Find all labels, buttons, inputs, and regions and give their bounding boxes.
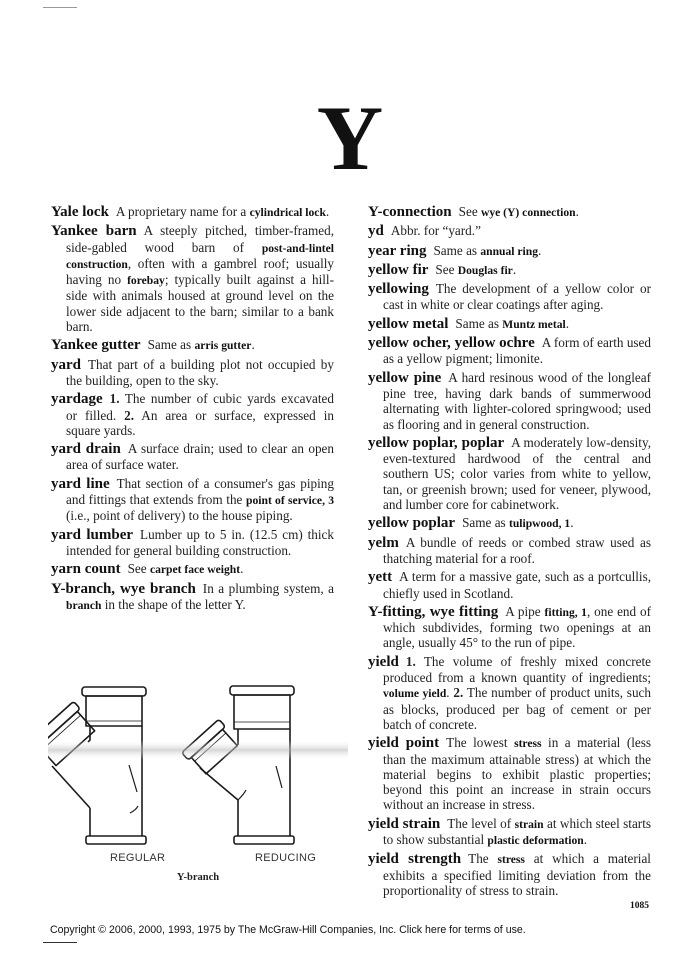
definition-text: . <box>538 242 542 258</box>
definition-text: A form of earth used as a yellow pigment; limonite. <box>383 335 651 367</box>
dictionary-entry <box>51 476 334 524</box>
headword: yield strain <box>368 815 441 832</box>
headword: yett <box>368 569 393 586</box>
definition-text: The level of <box>447 815 515 831</box>
definition-text: That section of a consumer's gas piping and fittings that extends from the <box>66 475 334 508</box>
definition-text: . <box>240 561 244 577</box>
dictionary-entry <box>51 527 334 559</box>
dictionary-entry <box>51 561 334 577</box>
headword: yellowing <box>368 281 429 298</box>
dictionary-entry <box>368 370 651 432</box>
cross-reference: stress <box>497 853 525 867</box>
definition-text: That part of a building plot not occupied by the building, open to the sky. <box>66 356 334 388</box>
cross-reference: volume yield <box>383 687 447 701</box>
headword: Yale lock <box>51 204 109 220</box>
definition-text: . <box>583 831 587 847</box>
dictionary-entry <box>368 262 651 278</box>
cross-reference: forebay <box>127 274 165 288</box>
definition-text: Same as <box>462 515 509 531</box>
definition-text: at which a material exhibits a specified limiting deviation from the proportionality of stress to strain. <box>383 851 651 898</box>
definition-text: A proprietary name for a <box>115 204 250 219</box>
sense-number: 1. <box>109 391 120 407</box>
dictionary-entry <box>368 243 651 259</box>
copyright-terms-link[interactable]: Copyright © 2006, 2000, 1993, 1975 by The McGraw-Hill Companies, Inc. Click here for terms of use. <box>50 924 526 936</box>
sense-number: 2. <box>124 407 135 423</box>
definition-text: See <box>435 261 458 277</box>
definition-text: An area or surface, expressed in square yards. <box>66 407 334 438</box>
headword: yardage <box>51 391 103 408</box>
definition-text: at which steel starts to show substantial <box>383 815 651 847</box>
dictionary-entry <box>51 581 334 614</box>
figure-label-regular: REGULAR <box>110 852 166 864</box>
headword: yelm <box>368 534 399 551</box>
cross-reference: Douglas fir <box>457 263 513 277</box>
headword: yard <box>51 356 81 373</box>
definition-text: in the shape of the letter Y. <box>101 596 246 612</box>
cross-reference: annual ring <box>480 244 539 258</box>
y-branch-figure <box>48 680 348 890</box>
definition-text: A term for a massive gate, such as a portcullis, chiefly used in Scotland. <box>383 569 651 601</box>
definition-text: In a plumbing system, a <box>202 580 334 596</box>
headword: yellow fir <box>368 261 429 278</box>
dictionary-entry <box>368 654 651 732</box>
cross-reference: Muntz metal <box>502 317 566 331</box>
definition-text: Abbr. for “yard.” <box>390 223 481 239</box>
cross-reference: cylindrical lock <box>249 206 326 219</box>
section-letter: Y <box>316 87 384 189</box>
dictionary-entry <box>368 535 651 567</box>
headword: yield strength <box>368 851 462 868</box>
dictionary-entry <box>368 435 651 512</box>
dictionary-entry <box>51 391 334 438</box>
headword: yield point <box>368 735 440 752</box>
definition-text: A bundle of reeds or combed straw used as thatching material for a roof. <box>383 534 651 566</box>
headword: yield <box>368 653 399 670</box>
dictionary-entry <box>368 515 651 531</box>
headword: Yankee gutter <box>51 337 141 354</box>
y-branch-pipe-fitting-illustration-icon <box>48 680 348 860</box>
headword: yard lumber <box>51 526 134 543</box>
definition-text: . <box>446 685 454 701</box>
definition-text: The lowest <box>446 735 515 751</box>
definition-text: Same as <box>433 242 481 258</box>
sense-number: 1. <box>405 653 416 669</box>
dictionary-entry <box>51 204 334 220</box>
definition-text: See <box>458 204 481 219</box>
right-column <box>368 204 651 901</box>
definition-text: The number of cubic yards excavated or filled. <box>66 391 334 423</box>
definition-text: A surface drain; used to clear an open area of surface water. <box>66 441 334 473</box>
definition-text: See <box>127 561 150 577</box>
cross-reference: fitting, 1 <box>544 605 587 619</box>
definition-text: Same as <box>455 315 503 331</box>
cross-reference: stress <box>514 737 542 751</box>
headword: yellow poplar <box>368 515 456 532</box>
headword: yellow ocher, yellow ochre <box>368 335 535 352</box>
headword: yellow pine <box>368 369 442 386</box>
definition-text: The development of a yellow color or cast in white or clear coatings after aging. <box>383 281 651 313</box>
definition-text: Lumber up to 5 in. (12.5 cm) thick intended for general building construction. <box>66 526 334 558</box>
dictionary-entry <box>368 851 651 898</box>
definition-text: A pipe <box>505 603 545 619</box>
headword: yard line <box>51 475 110 492</box>
headword: yd <box>368 223 384 240</box>
definition-text: Same as <box>147 337 195 353</box>
cross-reference: plastic deformation <box>487 833 584 847</box>
definition-text: . <box>570 515 574 531</box>
headword: yard drain <box>51 441 121 458</box>
definition-text: , often with a gambrel roof; usually having no <box>66 255 334 288</box>
cross-reference: branch <box>66 598 102 612</box>
definition-text: The number of product units, such as blocks, produced per bag of cement or per batch of concrete. <box>383 685 651 732</box>
definition-text: , one end of which subdivides, forming two openings at an angle, usually 45° to the run of pipe. <box>383 603 651 651</box>
sense-number: 2. <box>453 685 464 701</box>
headword: Y-fitting, wye fitting <box>368 603 499 620</box>
dictionary-entry <box>51 337 334 353</box>
definition-text: ; typically built against a hill-side with animals housed at ground level on the lower side adjacent to the barn; similar to a bank barn. <box>66 272 334 335</box>
definition-text: The volume of freshly mixed concrete produced from a known quantity of ingredients; <box>383 653 651 686</box>
definition-text: A moderately low-density, even-textured hardwood of the central and southern US; color varies from white to yellow, tan, or greenish brown; used for veneer, plywood, and lumber core for cabinetwork. <box>383 434 651 513</box>
definition-text: A steeply pitched, timber-framed, side-gabled wood barn of <box>66 223 335 255</box>
dictionary-entry <box>368 223 651 239</box>
definition-text: . <box>565 315 570 331</box>
definition-text: . <box>325 204 330 219</box>
headword: Y-branch, wye branch <box>51 580 196 597</box>
headword: Y-connection <box>368 204 452 220</box>
dictionary-entry <box>51 357 334 389</box>
dictionary-entry <box>368 816 651 849</box>
cross-reference: point of service, 3 <box>246 494 335 508</box>
cross-reference: strain <box>514 817 544 831</box>
dictionary-entry <box>51 223 334 334</box>
definition-text: . <box>512 261 517 277</box>
definition-text: The <box>468 851 498 867</box>
dictionary-entry <box>368 735 651 812</box>
dictionary-entry <box>368 281 651 313</box>
cross-reference: carpet face weight <box>149 563 241 577</box>
dictionary-entry <box>368 316 651 332</box>
cross-reference: arris gutter <box>194 339 252 353</box>
definition-text: A hard resinous wood of the longleaf pine tree, having dark bands of summerwood alternating with lighter-colored springwood; used as flooring and in general construction. <box>383 369 651 432</box>
headword: year ring <box>368 242 427 259</box>
left-column <box>51 204 334 616</box>
dictionary-entry <box>368 604 651 651</box>
cross-reference: post-and-lintel construction <box>66 241 334 271</box>
dictionary-entry <box>368 204 651 220</box>
crop-mark-top <box>43 7 77 8</box>
cross-reference: tulipwood, 1 <box>508 517 571 531</box>
definition-text: (i.e., point of delivery) to the house piping. <box>66 508 293 524</box>
definition-text: . <box>575 204 579 219</box>
definition-text: in a material (less than the maximum attainable stress) at which the material begins to exhibit plastic properties; beyond this point an increase in strain occurs without an increase in stress. <box>383 735 652 813</box>
headword: yellow metal <box>368 315 449 332</box>
figure-caption: Y-branch <box>176 872 220 883</box>
dictionary-entry <box>368 569 651 601</box>
headword: yarn count <box>51 561 121 578</box>
cross-reference: wye (Y) connection <box>480 206 576 219</box>
definition-text: . <box>251 337 255 353</box>
headword: yellow poplar, poplar <box>368 434 505 451</box>
dictionary-entry <box>368 335 651 367</box>
page-number: 1085 <box>630 901 649 911</box>
crop-mark-bottom <box>43 942 77 943</box>
dictionary-entry <box>51 441 334 473</box>
headword: Yankee barn <box>51 223 137 240</box>
figure-label-reducing: REDUCING <box>255 852 317 864</box>
